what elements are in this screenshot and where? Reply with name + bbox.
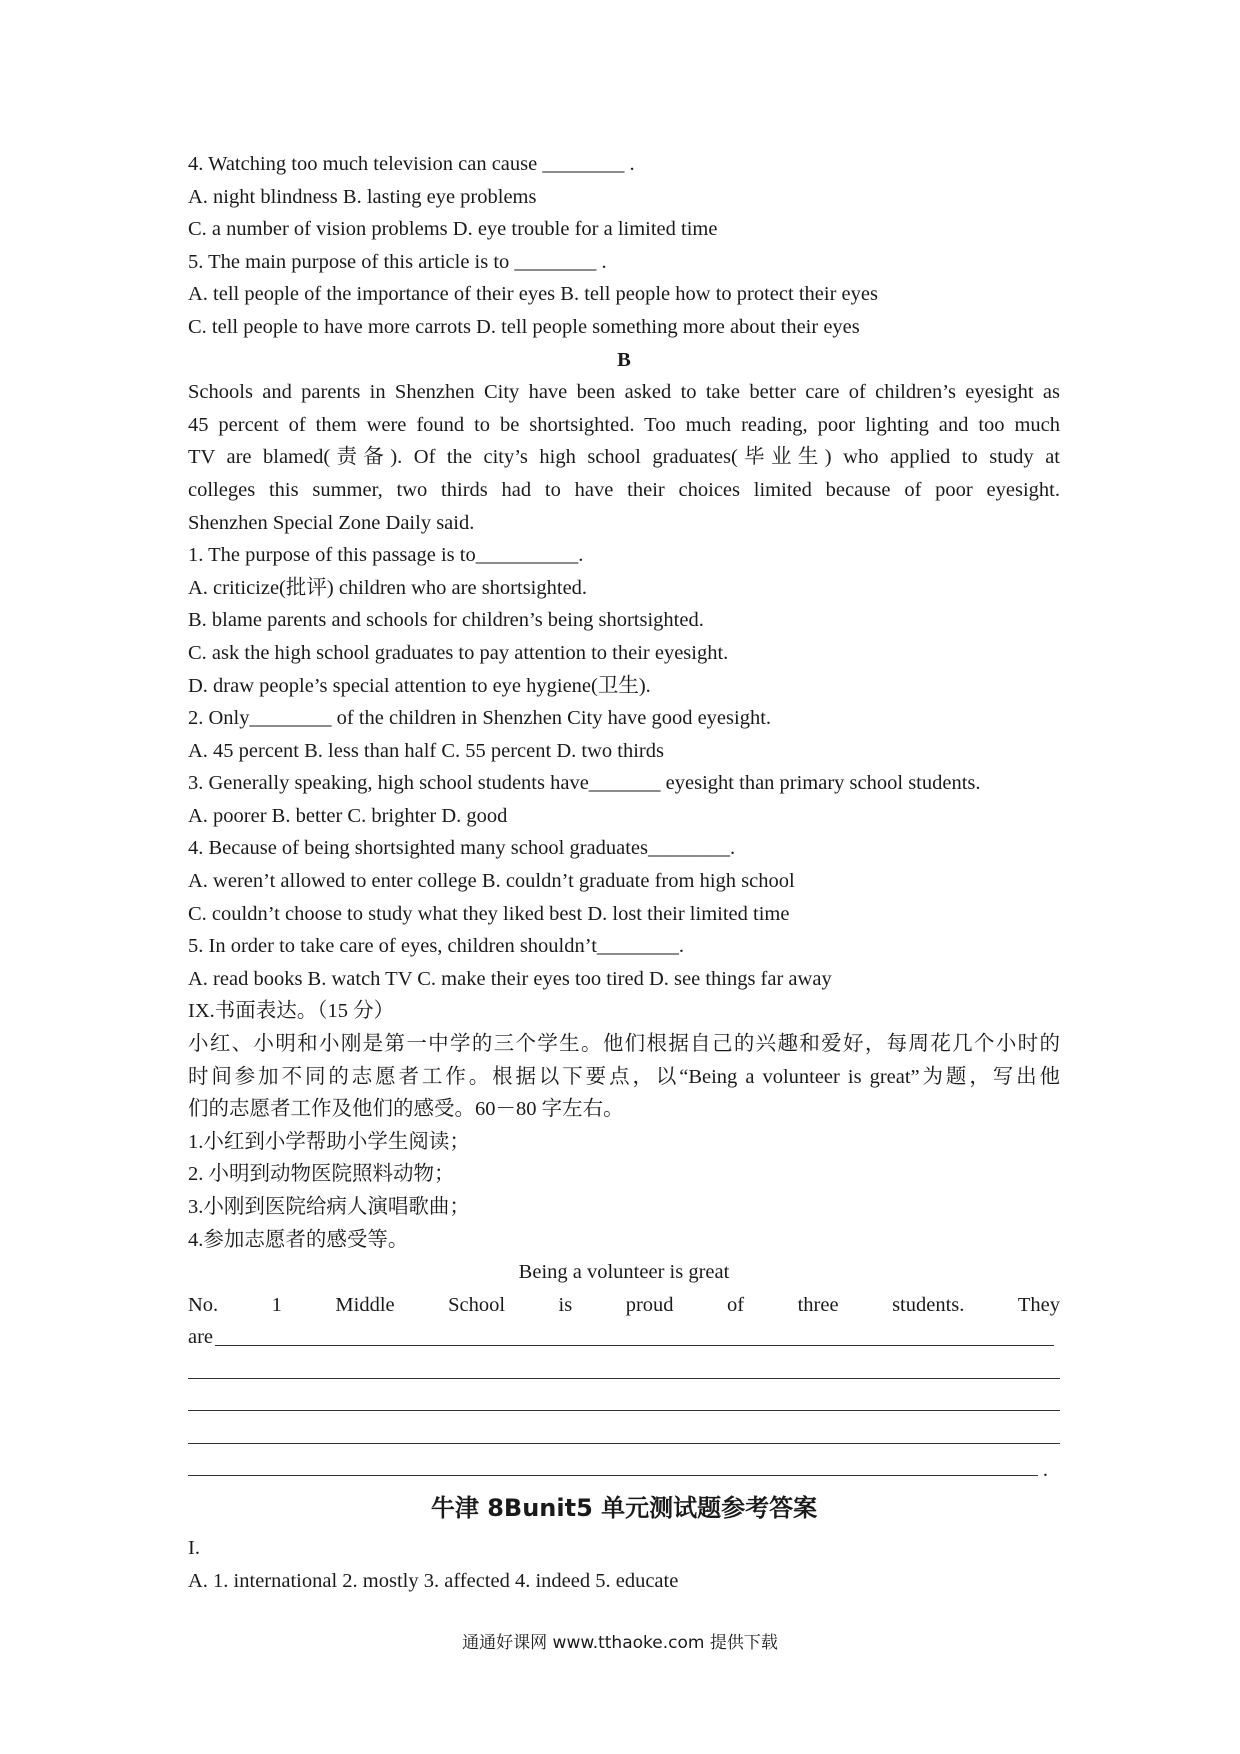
answer-line[interactable]: [188, 1419, 1060, 1452]
point-line: 2. 小明到动物医院照料动物；: [188, 1163, 455, 1186]
question-line: 2. Only________ of the children in Shenzhen City have good eyesight.: [188, 707, 772, 730]
prompt-line: 时间参加不同的志愿者工作。根据以下要点，以“Being a volunteer is great”为题，写出他: [188, 1065, 1060, 1088]
word: Middle: [335, 1293, 395, 1316]
page-footer: 通通好课网 www.tthaoke.com 提供下载: [462, 1633, 778, 1653]
passage-line: TV are blamed(责备). Of the city’s high school graduates(毕业生) who applied to study at: [188, 446, 1060, 469]
word: No.: [188, 1293, 219, 1316]
word: students.: [892, 1293, 965, 1316]
option-line: A. poorer B. better C. brighter D. good: [188, 804, 508, 827]
writing-section: [188, 995, 1060, 1484]
word: 1: [271, 1293, 282, 1316]
word: School: [448, 1293, 506, 1316]
passage-line: colleges this summer, two thirds had to have their choices limited because of poor eyesight.: [188, 478, 1060, 501]
option-line: A. night blindness B. lasting eye problems: [188, 185, 537, 208]
point-line: 3.小刚到医院给病人演唱歌曲；: [188, 1196, 470, 1218]
option-line: A. read books B. watch TV C. make their eyes too tired D. see things far away: [188, 967, 832, 990]
question-line: 1. The purpose of this passage is to__________.: [188, 544, 584, 567]
document-page: [188, 148, 1060, 1598]
point-line: 4.参加志愿者的感受等。: [188, 1228, 409, 1251]
writing-heading: IX.书面表达。（15 分）: [188, 1000, 395, 1023]
word: proud: [625, 1293, 674, 1316]
question-line: 3. Generally speaking, high school students have_______ eyesight than primary school students.: [188, 772, 981, 795]
answer-key: [188, 1484, 1060, 1597]
passage-b-heading: B: [617, 348, 631, 371]
answer-key-title: 牛津 8Bunit5 单元测试题参考答案: [430, 1494, 818, 1523]
option-line: D. draw people’s special attention to eye hygiene(卫生).: [188, 674, 651, 697]
option-line: A. weren’t allowed to enter college B. couldn’t graduate from high school: [188, 870, 795, 893]
passage-b-text: [188, 376, 1060, 539]
option-line: C. couldn’t choose to study what they liked best D. lost their limited time: [188, 902, 790, 925]
passage-line: Shenzhen Special Zone Daily said.: [188, 511, 475, 534]
word: are: [188, 1326, 214, 1349]
option-line: A. 45 percent B. less than half C. 55 percent D. two thirds: [188, 739, 664, 762]
prompt-line: 小红、小明和小刚是第一中学的三个学生。他们根据自己的兴趣和爱好，每周花几个小时的: [188, 1033, 1060, 1056]
answer-line[interactable]: [188, 1321, 1060, 1354]
word: They: [1017, 1293, 1060, 1316]
option-line: C. tell people to have more carrots D. tell people something more about their eyes: [188, 315, 860, 338]
composition-first-line: [188, 1289, 1060, 1322]
word: is: [558, 1293, 573, 1316]
answer-line-a: A. 1. international 2. mostly 3. affected 4. indeed 5. educate: [188, 1569, 679, 1592]
answer-line[interactable]: [188, 1354, 1060, 1387]
word: of: [727, 1293, 745, 1316]
section-a-tail: [188, 148, 1060, 344]
passage-line: Schools and parents in Shenzhen City have been asked to take better care of children’s eyesight as: [188, 381, 1060, 404]
option-line: C. a number of vision problems D. eye trouble for a limited time: [188, 218, 718, 241]
question-line: 4. Watching too much television can cause ________ .: [188, 153, 635, 175]
prompt-line: 们的志愿者工作及他们的感受。60－80 字左右。: [188, 1098, 624, 1121]
blank-fill: [215, 1321, 1054, 1346]
question-line: 5. In order to take care of eyes, children shouldn’t________.: [188, 935, 685, 958]
answer-line[interactable]: [188, 1387, 1060, 1420]
option-line: B. blame parents and schools for children’s being shortsighted.: [188, 609, 704, 632]
answer-part: I.: [188, 1537, 200, 1560]
question-line: 4. Because of being shortsighted many school graduates________.: [188, 837, 736, 860]
answer-line[interactable]: [188, 1452, 1060, 1485]
question-line: 5. The main purpose of this article is to ________ .: [188, 250, 607, 273]
passage-line: 45 percent of them were found to be shortsighted. Too much reading, poor lighting and too much: [188, 413, 1060, 436]
composition-title: Being a volunteer is great: [518, 1261, 730, 1284]
option-line: A. criticize(批评) children who are shortsighted.: [188, 576, 588, 599]
end-period: .: [1042, 1459, 1048, 1482]
option-line: C. ask the high school graduates to pay attention to their eyesight.: [188, 641, 729, 664]
word: three: [797, 1293, 839, 1316]
passage-b-questions: [188, 539, 1060, 995]
option-line: A. tell people of the importance of their eyes B. tell people how to protect their eyes: [188, 283, 878, 306]
point-line: 1.小红到小学帮助小学生阅读；: [188, 1130, 470, 1153]
